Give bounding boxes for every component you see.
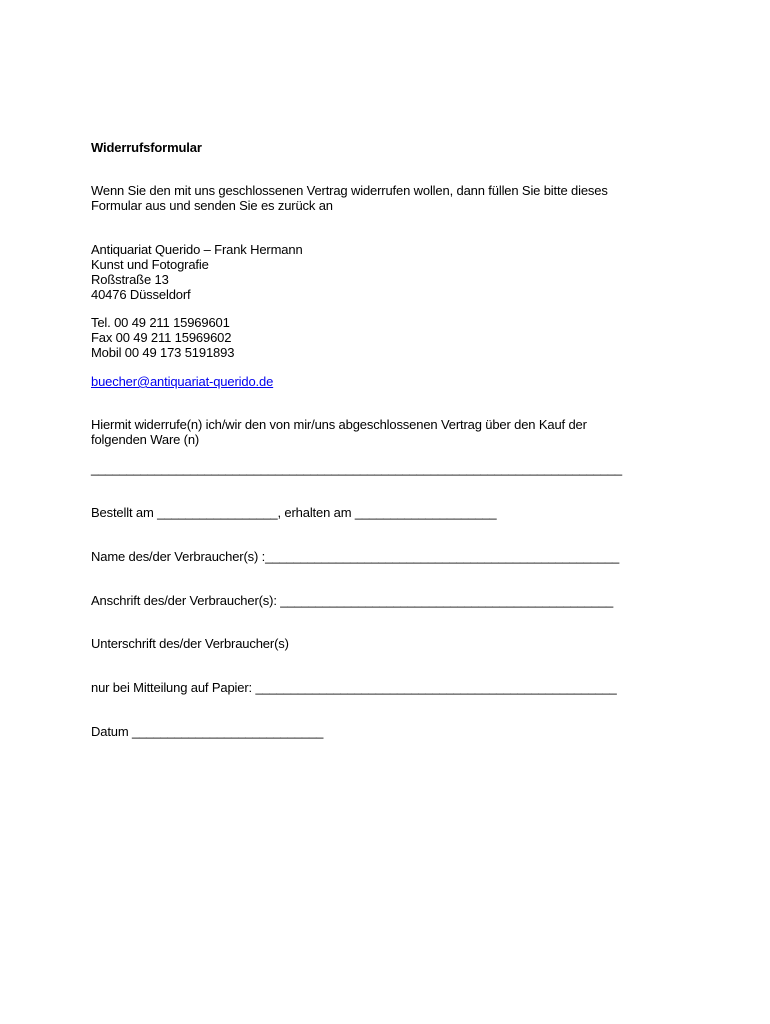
consumer-address-field[interactable]: Anschrift des/der Verbraucher(s): _______________________________________________ — [91, 593, 614, 608]
email-block — [91, 374, 731, 389]
contact-fax: Fax 00 49 211 15969602 — [91, 330, 232, 345]
page-title: Widerrufsformular — [91, 140, 202, 155]
address-line: Roßstraße 13 — [91, 272, 169, 287]
intro-paragraph — [91, 183, 731, 213]
contact-mobile: Mobil 00 49 173 5191893 — [91, 345, 235, 360]
seller-contact — [91, 315, 731, 360]
ordered-received-field[interactable]: Bestellt am _________________, erhalten am ____________________ — [91, 505, 497, 520]
goods-blank-line[interactable]: ___________________________________________________________________________ — [91, 461, 622, 476]
consumer-signature-label: Unterschrift des/der Verbraucher(s) — [91, 636, 289, 651]
intro-line: Formular aus und senden Sie es zurück an — [91, 198, 333, 213]
consumer-name-field[interactable]: Name des/der Verbraucher(s) :__________________________________________________ — [91, 549, 620, 564]
address-line: 40476 Düsseldorf — [91, 287, 191, 302]
declaration-line: folgenden Ware (n) — [91, 432, 200, 447]
email-link[interactable]: buecher@antiquariat-querido.de — [91, 374, 274, 389]
seller-address — [91, 242, 731, 302]
paper-only-signature-field[interactable]: nur bei Mitteilung auf Papier: ___________________________________________________ — [91, 680, 617, 695]
address-line: Kunst und Fotografie — [91, 257, 209, 272]
address-line: Antiquariat Querido – Frank Hermann — [91, 242, 303, 257]
declaration-paragraph — [91, 417, 731, 447]
intro-line: Wenn Sie den mit uns geschlossenen Vertrag widerrufen wollen, dann füllen Sie bitte dieses — [91, 183, 608, 198]
date-field[interactable]: Datum ___________________________ — [91, 724, 324, 739]
contact-phone: Tel. 00 49 211 15969601 — [91, 315, 230, 330]
declaration-line: Hiermit widerrufe(n) ich/wir den von mir/uns abgeschlossenen Vertrag über den Kauf der — [91, 417, 587, 432]
